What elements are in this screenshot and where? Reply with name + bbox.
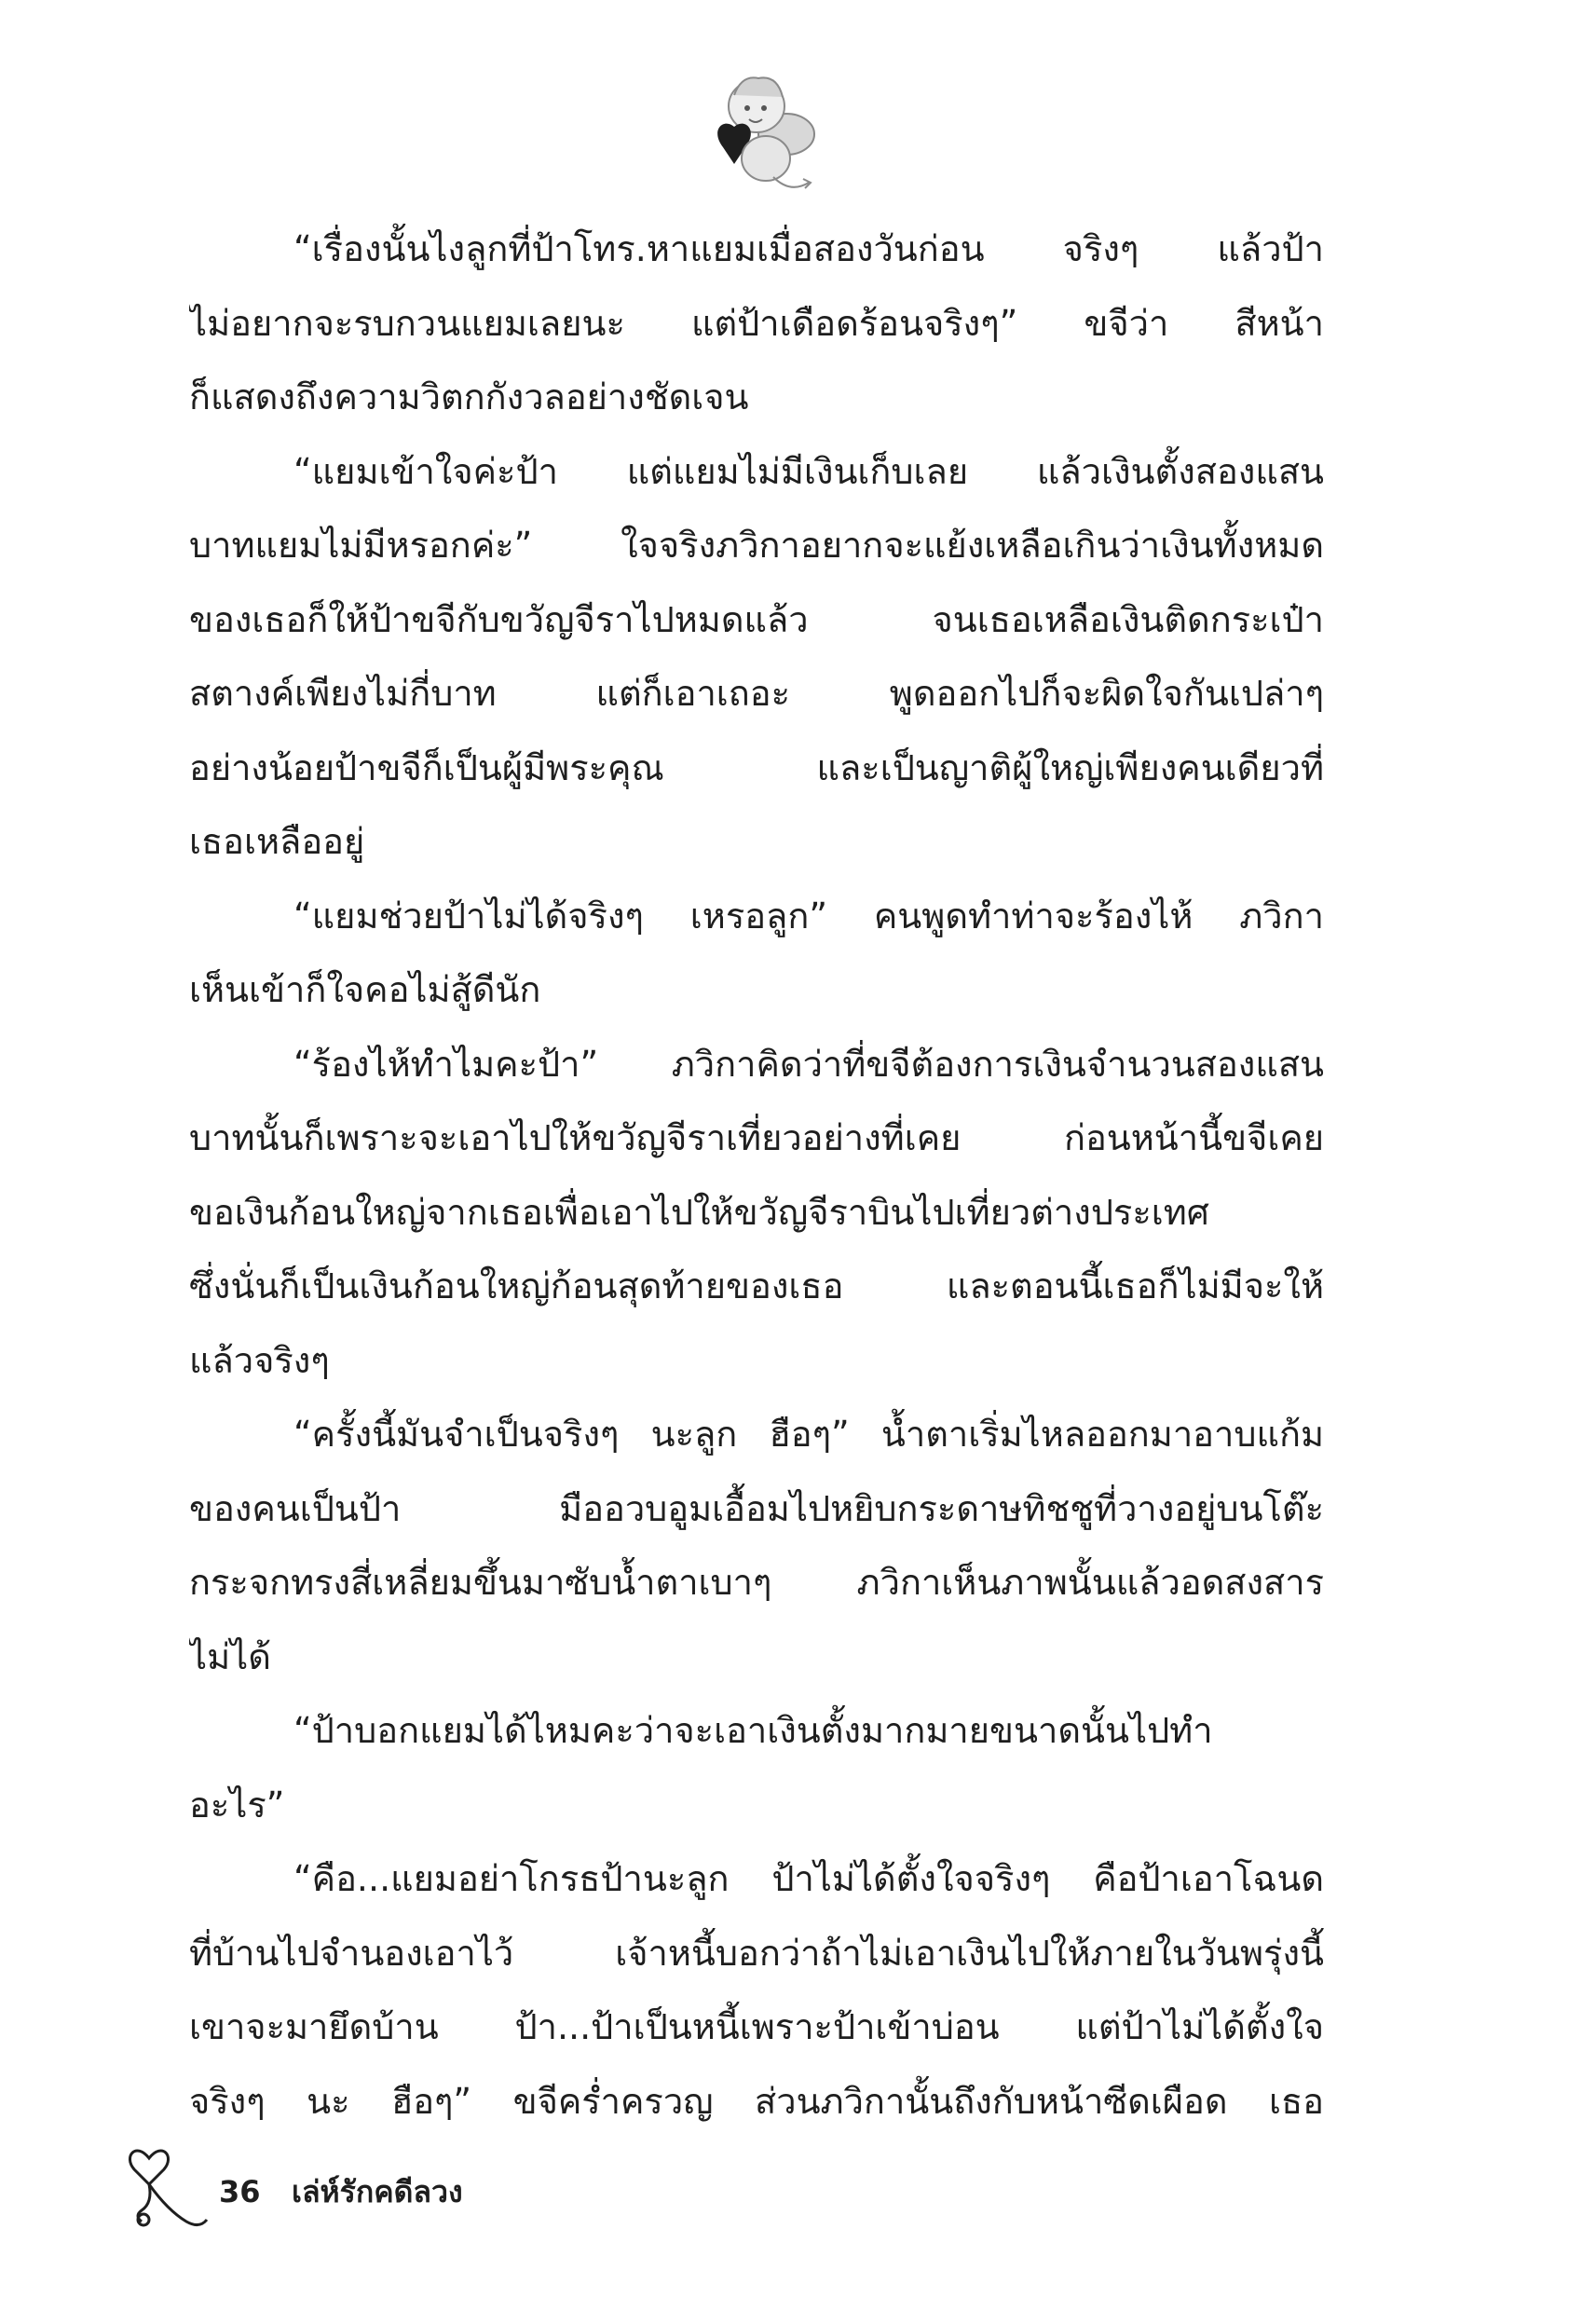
text-line: ซึ่งนั่นก็เป็นเงินก้อนใหญ่ก้อนสุดท้ายของเธอ และตอนนี้เธอก็ไม่มีจะให้: [189, 1265, 1324, 1306]
text-line: บาทแยมไม่มีหรอกค่ะ” ใจจริงภวิกาอยากจะแย้งเหลือเกินว่าเงินทั้งหมด: [189, 525, 1324, 566]
page-footer: [121, 2130, 680, 2233]
text-line: เขาจะมายึดบ้าน ป้า...ป้าเป็นหนี้เพราะป้าเข้าบ่อน แต่ป้าไม่ได้ตั้งใจ: [189, 2006, 1324, 2047]
story-text: [189, 212, 1324, 2139]
text-line: ไม่อยากจะรบกวนแยมเลยนะ แต่ป้าเดือดร้อนจริงๆ” ขจีว่า สีหน้า: [189, 302, 1324, 344]
text-line: “เรื่องนั้นไงลูกที่ป้าโทร.หาแยมเมื่อสองวันก่อน จริงๆ แล้วป้า: [293, 228, 1324, 269]
book-title: เล่ห์รักคดีลวง: [292, 2174, 463, 2209]
page-number: 36: [219, 2174, 261, 2209]
text-line: “แยมเข้าใจค่ะป้า แต่แยมไม่มีเงินเก็บเลย แล้วเงินตั้งสองแสน: [293, 450, 1324, 492]
text-line: ไม่ได้: [189, 1635, 271, 1677]
text-line: จริงๆ นะ ฮือๆ” ขจีคร่ำครวญ ส่วนภวิกานั้นถึงกับหน้าซีดเผือด เธอ: [189, 2080, 1324, 2122]
text-line: “ครั้งนี้มันจำเป็นจริงๆ นะลูก ฮือๆ” น้ำตาเริ่มไหลออกมาอาบแก้ม: [293, 1414, 1324, 1455]
text-line: อย่างน้อยป้าขจีก็เป็นผู้มีพระคุณ และเป็นญาติผู้ใหญ่เพียงคนเดียวที่: [189, 746, 1324, 788]
cupid-with-heart-icon: [701, 62, 822, 201]
heart-stethoscope-icon: [121, 2130, 214, 2233]
text-line: บาทนั้นก็เพราะจะเอาไปให้ขวัญจีราเที่ยวอย่างที่เคย ก่อนหน้านี้ขจีเคย: [189, 1117, 1324, 1158]
text-line: ของเธอก็ให้ป้าขจีกับขวัญจีราไปหมดแล้ว จนเธอเหลือเงินติดกระเป๋า: [189, 598, 1324, 640]
text-line: ของคนเป็นป้า มืออวบอูมเอื้อมไปหยิบกระดาษทิชชูที่วางอยู่บนโต๊ะ: [189, 1487, 1324, 1529]
text-line: “ร้องไห้ทำไมคะป้า” ภวิกาคิดว่าที่ขจีต้องการเงินจำนวนสองแสน: [293, 1043, 1324, 1085]
text-line: เห็นเข้าก็ใจคอไม่สู้ดีนัก: [189, 969, 541, 1010]
text-line: กระจกทรงสี่เหลี่ยมขึ้นมาซับน้ำตาเบาๆ ภวิกาเห็นภาพนั้นแล้วอดสงสาร: [189, 1562, 1324, 1603]
text-line: แล้วจริงๆ: [189, 1339, 330, 1381]
text-line: “ป้าบอกแยมได้ไหมคะว่าจะเอาเงินตั้งมากมายขนาดนั้นไปทำ: [293, 1710, 1213, 1751]
text-line: เธอเหลืออยู่: [189, 821, 365, 862]
text-line: ขอเงินก้อนใหญ่จากเธอเพื่อเอาไปให้ขวัญจีราบินไปเที่ยวต่างประเทศ: [189, 1191, 1209, 1233]
text-line: ที่บ้านไปจำนองเอาไว้ เจ้าหนี้บอกว่าถ้าไม่เอาเงินไปให้ภายในวันพรุ่งนี้: [189, 1932, 1324, 1974]
text-line: สตางค์เพียงไม่กี่บาท แต่ก็เอาเถอะ พูดออกไปก็จะผิดใจกันเปล่าๆ: [189, 673, 1324, 714]
text-line: “คือ...แยมอย่าโกรธป้านะลูก ป้าไม่ได้ตั้งใจจริงๆ คือป้าเอาโฉนด: [293, 1858, 1324, 1899]
text-line: ก็แสดงถึงความวิตกกังวลอย่างชัดเจน: [189, 376, 749, 417]
text-line: อะไร”: [189, 1784, 285, 1826]
text-line: “แยมช่วยป้าไม่ได้จริงๆ เหรอลูก” คนพูดทำท่าจะร้องไห้ ภวิกา: [293, 895, 1324, 937]
